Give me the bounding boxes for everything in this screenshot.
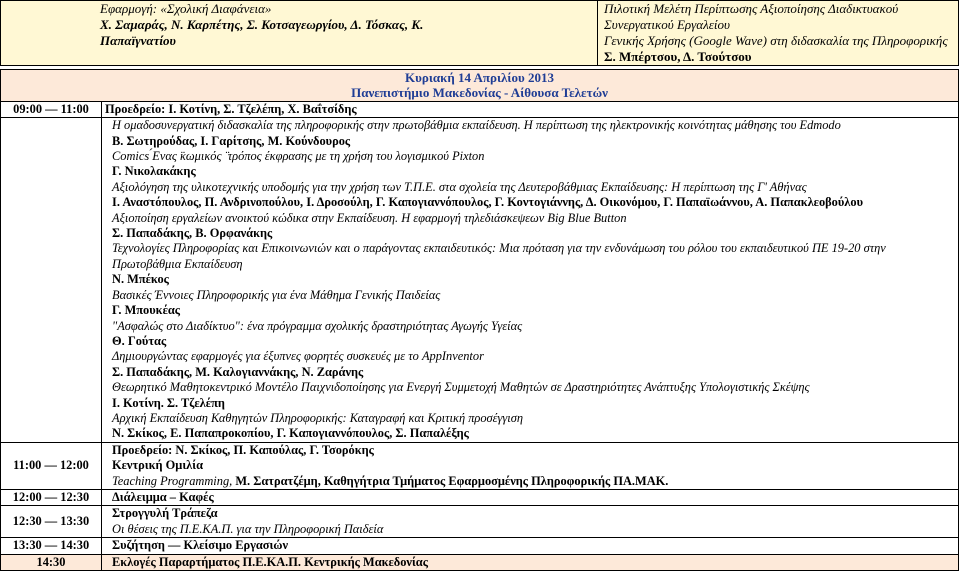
day-date: Κυριακή 14 Απριλίου 2013	[405, 70, 554, 85]
paper-title: "Ασφαλώς στο Διαδίκτυο": ένα πρόγραμμα σχολικής δραστηριότητας Αγωγής Υγείας	[112, 318, 523, 333]
top-left-cell	[1, 1, 598, 66]
keynote-row	[1, 442, 959, 489]
session-chair: Προεδρείο: Ι. Κοτίνη, Σ. Τζελέπη, Χ. Βαΐτσίδης	[102, 101, 959, 117]
day-header	[1, 70, 959, 102]
paper-title: Θεωρητικό Μαθητοκεντρικό Μοντέλο Παιχνιδοποίησης για Ενεργή Συμμετοχή Μαθητών σε Δραστηριότητες Ανάπτυξης Υπολογιστικής Σκέψης	[112, 380, 810, 395]
break-label: Διάλειμμα – Καφές	[102, 489, 959, 505]
top-right-title: Πιλοτική Μελέτη Περίπτωσης Αξιοποίησης Διαδικτυακού Συνεργατικού Εργαλείου	[604, 1, 899, 32]
paper-title: Τεχνολογίες Πληροφορίας και Επικοινωνιών και ο παράγοντας εκπαιδευτικός: Μια πρόταση για την ενδυνάμωση του ρόλου του εκπαιδευτικού ΠΕ 19-20 στην Πρωτοβάθμια Εκπαίδευση	[112, 241, 886, 271]
paper-title: Αξιολόγηση της υλικοτεχνικής υποδομής για την χρήση των Τ.Π.Ε. στα σχολεία της Δευτεροβάθμιας Εκπαίδευσης: Η περίπτωση της Γ' Αθήνας	[112, 179, 807, 194]
keynote-time: 11:00 — 12:00	[1, 442, 102, 489]
elections-row	[1, 554, 959, 570]
top-right-cell	[598, 1, 959, 66]
roundtable-row	[1, 506, 959, 538]
paper-authors: Ι. Αναστόπουλος, Π. Ανδρινοπούλου, Ι. Δροσούλη, Γ. Καπογιαννόπουλος, Γ. Κοντογιάννης, Δ. Οικονόμου, Γ. Παπαϊωάννου, Α. Παπακλεοβούλου	[112, 195, 864, 210]
paper-title: Βασικές Έννοιες Πληροφορικής για ένα Μάθημα Γενικής Παιδείας	[112, 287, 441, 302]
closing-row	[1, 538, 959, 554]
paper-authors: Ι. Κοτίνη. Σ. Τζελέπη	[112, 395, 225, 410]
top-right-title-cont: Γενικής Χρήσης (Google Wave) στη διδασκαλία της Πληροφορικής	[604, 33, 948, 48]
day-header-row	[1, 70, 959, 102]
roundtable-title: Στρογγυλή Τράπεζα	[112, 506, 218, 521]
keynote-talk	[112, 474, 955, 489]
top-papers-row	[1, 1, 959, 66]
roundtable-time: 12:30 — 13:30	[1, 506, 102, 538]
session-papers	[102, 118, 959, 443]
top-left-authors-cont: Παπαϊγνατίου	[100, 33, 176, 48]
session-time: 09:00 — 11:00	[1, 101, 102, 117]
paper-authors: Σ. Παπαδάκης, Μ. Καλογιαννάκης, Ν. Ζαράνης	[112, 364, 364, 379]
paper-title: Αρχική Εκπαίδευση Καθηγητών Πληροφορικής: Καταγραφή και Κριτική προσέγγιση	[112, 410, 524, 425]
closing-label: Συζήτηση — Κλείσιμο Εργασιών	[102, 538, 959, 554]
paper-authors: Β. Σωτηρούδας, Ι. Γαρίτσης, Μ. Κούνδουρος	[112, 133, 351, 148]
keynote-cell	[102, 442, 959, 489]
top-left-authors: Χ. Σαμαράς, Ν. Καρπέτης, Σ. Κοτσαγεωργίου, Δ. Τόσκας, Κ.	[100, 17, 424, 32]
paper-title: Comics ́Ενας ̈κωμικός ̈ τρόπος έκφρασης με τη χρήση του λογισμικού Pixton	[112, 149, 485, 164]
paper-authors: Γ. Νικολακάκης	[112, 164, 196, 179]
session-chair-row	[1, 101, 959, 117]
paper-authors: Ν. Σκίκος, Ε. Παπαπροκοπίου, Γ. Καπογιαννόπουλος, Σ. Παπαλέξης	[112, 426, 469, 441]
elections-label: Εκλογές Παραρτήματος Π.Ε.ΚΑ.Π. Κεντρικής Μακεδονίας	[102, 554, 959, 570]
schedule-table	[0, 69, 959, 571]
keynote-title: Κεντρική Ομιλία	[112, 458, 204, 473]
paper-title: Αξιοποίηση εργαλείων ανοικτού κώδικα στην Εκπαίδευση. Η εφαρμογή τηλεδιάσκεψεων Big Blue Button	[112, 210, 627, 225]
elections-time: 14:30	[1, 554, 102, 570]
paper-authors: Σ. Παπαδάκης, Β. Ορφανάκης	[112, 226, 273, 241]
paper-authors: Ν. Μπέκος	[112, 272, 169, 287]
keynote-speaker: Μ. Σατρατζέμη, Καθηγήτρια Τμήματος Εφαρμοσμένης Πληροφορικής ΠΑ.ΜΑΚ.	[232, 473, 669, 488]
paper-authors: Γ. Μπουκέας	[112, 303, 181, 318]
top-left-title: Εφαρμογή: «Σχολική Διαφάνεια»	[100, 1, 272, 16]
keynote-talk-title: Teaching Programming,	[112, 473, 233, 488]
session-papers-row	[1, 118, 959, 443]
session-time-spacer	[1, 118, 102, 443]
day-venue: Πανεπιστήμιο Μακεδονίας - Αίθουσα Τελετών	[351, 85, 608, 101]
closing-time: 13:30 — 14:30	[1, 538, 102, 554]
break-time: 12:00 — 12:30	[1, 489, 102, 505]
paper-authors: Θ. Γούτας	[112, 333, 167, 348]
keynote-chair: Προεδρείο: Ν. Σκίκος, Π. Καπούλας, Γ. Τσορόκης	[112, 442, 374, 457]
top-papers-table	[0, 0, 959, 66]
break-row	[1, 489, 959, 505]
roundtable-subtitle: Οι θέσεις της Π.Ε.ΚΑ.Π. για την Πληροφορική Παιδεία	[112, 521, 384, 536]
paper-title: Δημιουργώντας εφαρμογές για έξυπνες φορητές συσκευές με το AppInventor	[112, 349, 484, 364]
roundtable-cell	[102, 506, 959, 538]
top-right-authors: Σ. Μπέρτσου, Δ. Τσούτσου	[604, 49, 752, 64]
paper-title: Η ομαδοσυνεργατική διδασκαλία της πληροφορικής στην πρωτοβάθμια εκπαίδευση. Η περίπτωση της ηλεκτρονικής κοινότητας μάθησης του Edmodo	[112, 118, 841, 133]
